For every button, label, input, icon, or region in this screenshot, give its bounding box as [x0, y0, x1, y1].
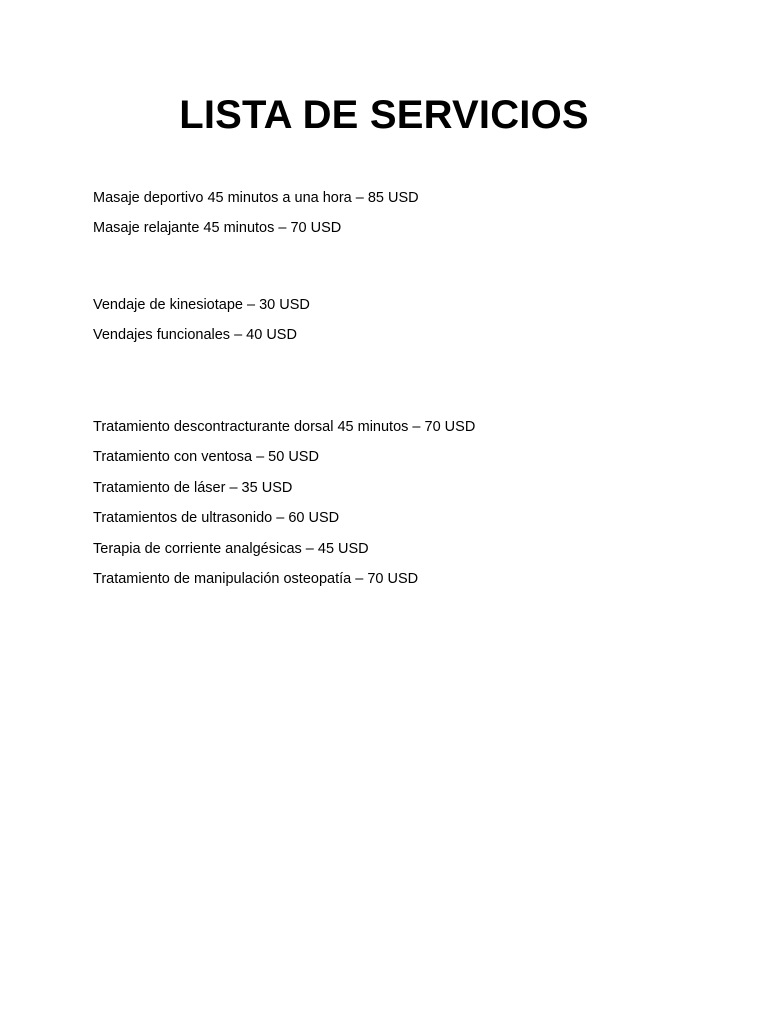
- service-item: Tratamiento descontracturante dorsal 45 minutos – 70 USD: [93, 419, 476, 435]
- taping-services-list: [93, 290, 310, 351]
- service-item: Tratamiento con ventosa – 50 USD: [93, 449, 319, 466]
- service-item: Masaje relajante 45 minutos – 70 USD: [93, 220, 342, 237]
- massage-services-list: [93, 183, 419, 244]
- treatment-services-list: [93, 412, 475, 594]
- service-item: Tratamientos de ultrasonido – 60 USD: [93, 510, 340, 527]
- service-item: Tratamiento de manipulación osteopatía – 70 USD: [93, 570, 419, 587]
- page-title: LISTA DE SERVICIOS: [179, 93, 589, 137]
- service-item: Terapia de corriente analgésicas – 45 USD: [93, 540, 369, 557]
- service-item: Tratamiento de láser – 35 USD: [93, 479, 293, 496]
- service-item: Vendaje de kinesiotape – 30 USD: [93, 297, 310, 313]
- service-item: Masaje deportivo 45 minutos a una hora – 85 USD: [93, 190, 419, 206]
- service-item: Vendajes funcionales – 40 USD: [93, 327, 297, 344]
